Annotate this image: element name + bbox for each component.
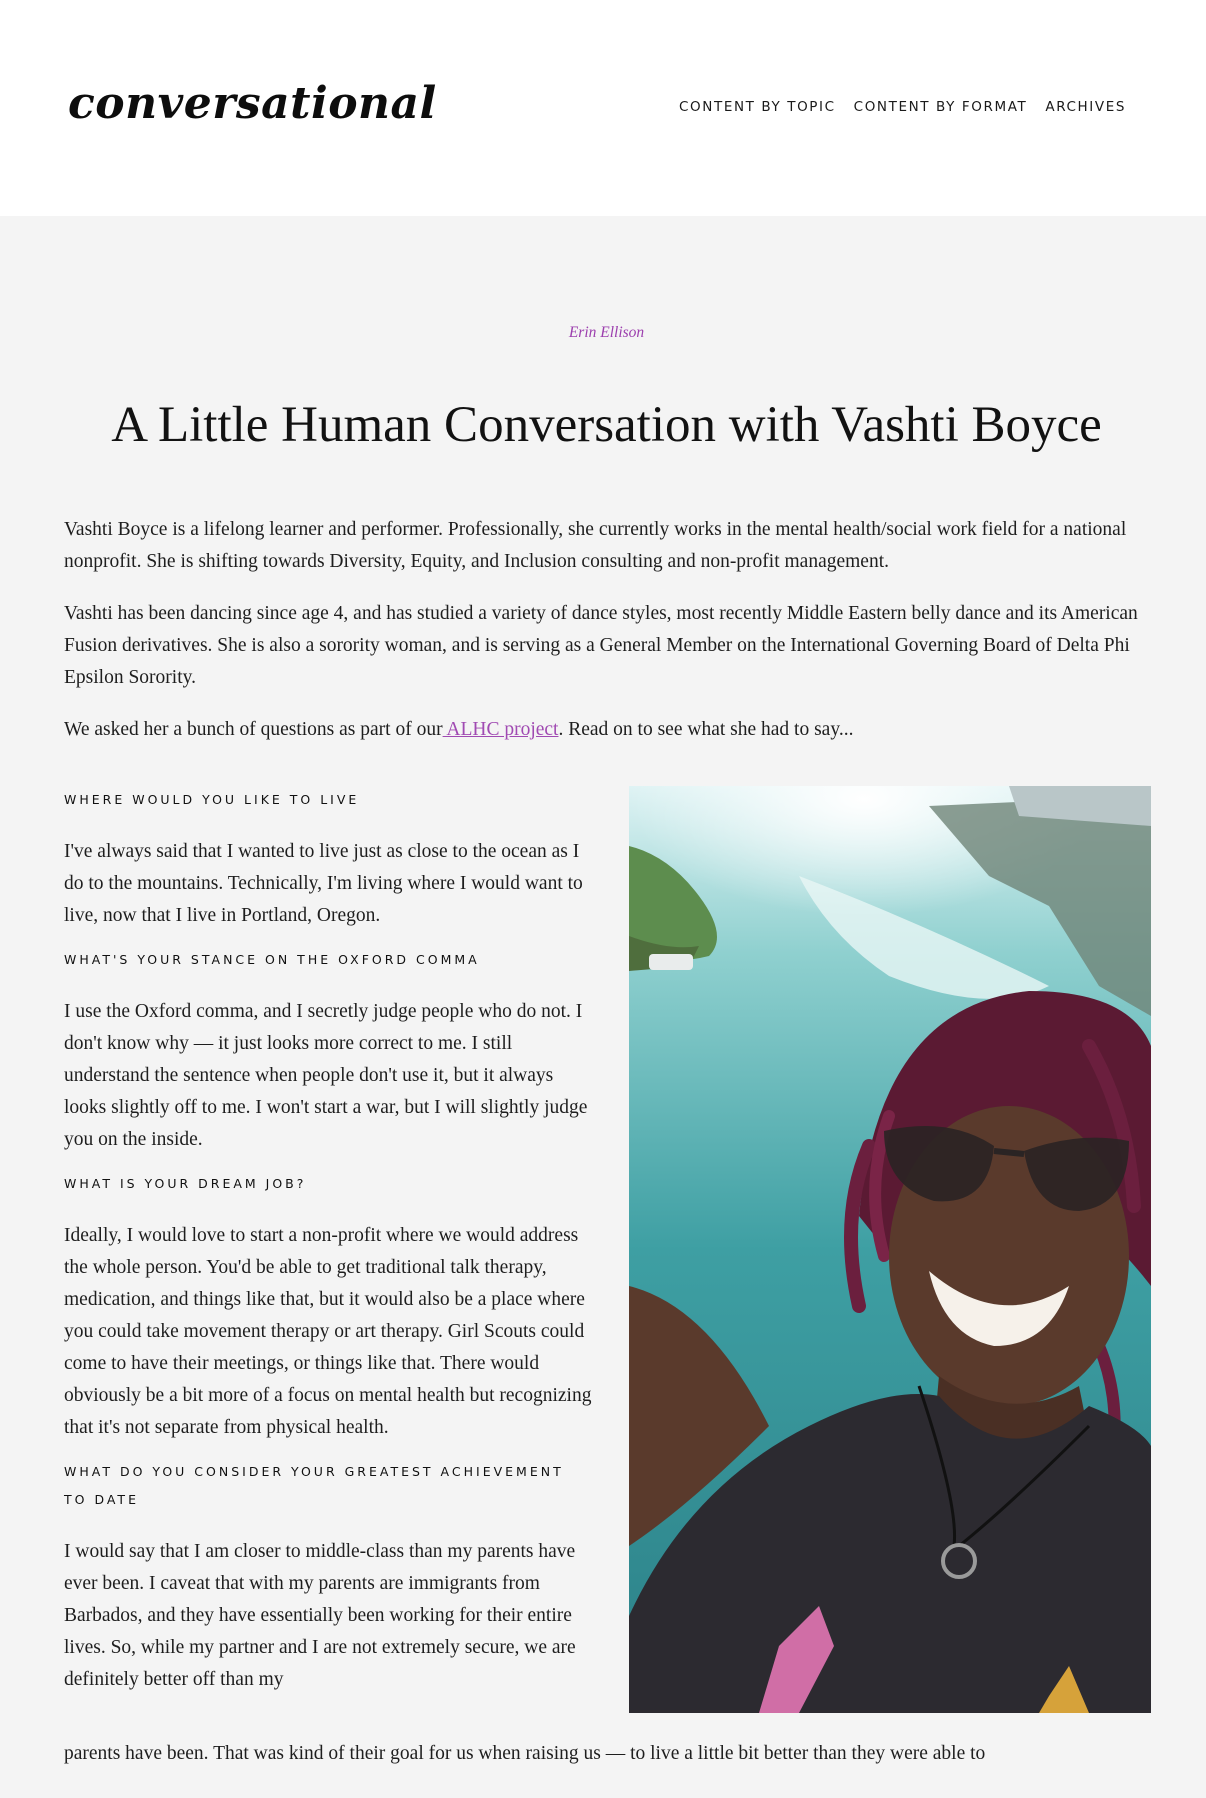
qa-section xyxy=(64,786,594,1710)
nav-content-by-format[interactable]: CONTENT BY FORMAT xyxy=(853,99,1028,115)
site-header xyxy=(0,0,1206,216)
question-heading: WHAT IS YOUR DREAM JOB? xyxy=(64,1176,307,1191)
article-intro xyxy=(64,514,1144,766)
answer-paragraph: Ideally, I would love to start a non-profit where we would address the whole person. You'd be able to get traditional talk therapy, medication, and things like that, but it would also be a place where you could take movement therapy or art therapy. Girl Scouts could come to have their meetings, or things like that. There would obviously be a bit more of a focus on mental health but recognizing that it's not separate from physical health. xyxy=(64,1225,592,1438)
main-nav xyxy=(679,99,1126,115)
answer-continuation: parents have been. That was kind of their goal for us when raising us — to live a little bit better than they were able to xyxy=(64,1743,986,1764)
intro-paragraph-ask xyxy=(64,714,1144,746)
alhc-project-link[interactable]: ALHC project xyxy=(442,719,559,740)
ask-text-after: . Read on to see what she had to say... xyxy=(558,719,854,740)
question-heading: WHAT'S YOUR STANCE ON THE OXFORD COMMA xyxy=(64,952,480,967)
site-logo[interactable]: conversational xyxy=(68,78,437,129)
question-heading: WHERE WOULD YOU LIKE TO LIVE xyxy=(64,792,360,807)
photo-illustration xyxy=(629,786,1151,1713)
ask-text-before: We asked her a bunch of questions as part of our xyxy=(64,719,443,740)
nav-archives[interactable]: ARCHIVES xyxy=(1045,99,1126,115)
question-heading: WHAT DO YOU CONSIDER YOUR GREATEST ACHIEVEMENT TO DATE xyxy=(64,1464,564,1507)
article-title: A Little Human Conversation with Vashti Boyce xyxy=(111,397,1102,453)
answer-paragraph: I use the Oxford comma, and I secretly judge people who do not. I don't know why — it just looks more correct to me. I still understand the sentence when people don't use it, but it always looks slightly off to me. I won't start a war, but I will slightly judge you on the inside. xyxy=(64,1001,588,1150)
answer-paragraph: I've always said that I wanted to live just as close to the ocean as I do to the mountains. Technically, I'm living where I would want to live, now that I live in Portland, Oregon. xyxy=(64,841,583,926)
author-link[interactable]: Erin Ellison xyxy=(568,324,645,341)
vashti-selfie-photo xyxy=(629,786,1151,1713)
answer-paragraph: I would say that I am closer to middle-class than my parents have ever been. I caveat that with my parents are immigrants from Barbados, and they have essentially been working for their entire lives. So, while my partner and I are not extremely secure, we are definitely better off than my xyxy=(64,1541,576,1690)
intro-paragraph: Vashti has been dancing since age 4, and has studied a variety of dance styles, most recently Middle Eastern belly dance and its American Fusion derivatives. She is also a sorority woman, and is serving as a General Member on the International Governing Board of Delta Phi Epsilon Sorority. xyxy=(64,603,1138,688)
nav-content-by-topic[interactable]: CONTENT BY TOPIC xyxy=(679,99,836,115)
intro-paragraph: Vashti Boyce is a lifelong learner and performer. Professionally, she currently works in the mental health/social work field for a national nonprofit. She is shifting towards Diversity, Equity, and Inclusion consulting and non-profit management. xyxy=(64,519,1127,572)
